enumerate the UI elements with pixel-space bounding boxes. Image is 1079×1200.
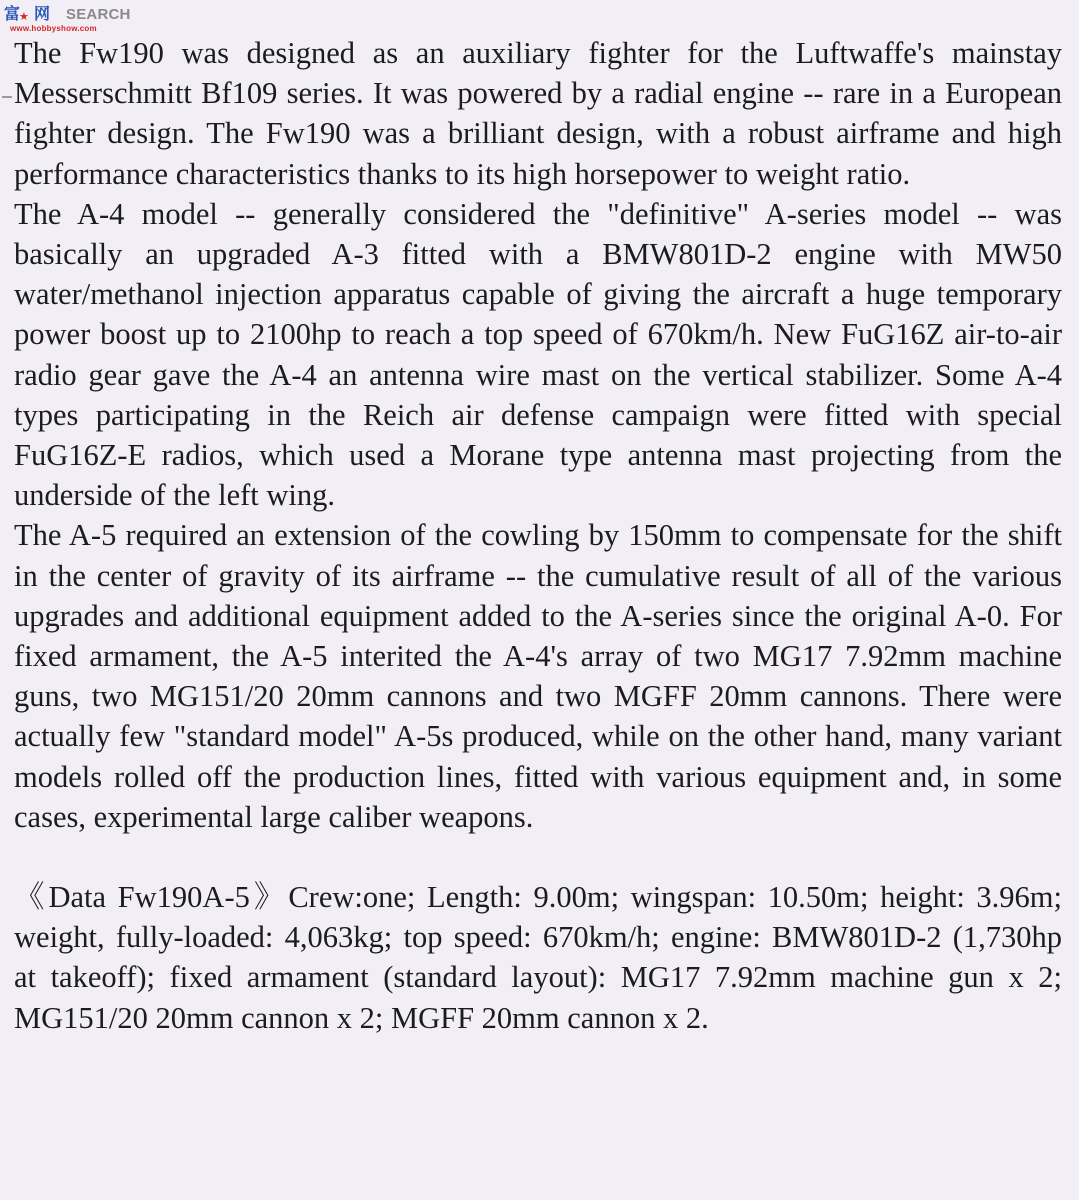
watermark-logo-glyph: 网 bbox=[34, 4, 51, 23]
data-specs: 《Data Fw190A-5》Crew:one; Length: 9.00m; wingspan: 10.50m; height: 3.96m; weight, fully-loaded: 4,063kg; top speed: 670km/h; engine: BMW801D-2 (1,730hp at takeoff); fixed armament (standard layout): MG17 7.92mm machine gun x 2; MG151/20 20mm cannon x 2; MGFF 20mm cannon x 2. bbox=[14, 880, 1062, 1035]
paragraph-a5: The A-5 required an extension of the cowling by 150mm to compensate for the shift in the center of gravity of its airframe -- the cumulative result of all of the various upgrades and additional equipment added to the A-series since the original A-0. For fixed armament, the A-5 interited the A-4's array of two MG17 7.92mm machine guns, two MG151/20 20mm cannons and two MGFF 20mm cannons. There were actually few "standard model" A-5s produced, while on the other hand, many variant models rolled off the production lines, fitted with various equipment and, in some cases, experimental large caliber weapons. bbox=[14, 518, 1062, 834]
document-body bbox=[14, 33, 1062, 1038]
watermark bbox=[4, 3, 131, 33]
watermark-logo-glyph: ★ bbox=[19, 10, 30, 23]
paragraph-a4: The A-4 model -- generally considered the "definitive" A-series model -- was basically an upgraded A-3 fitted with a BMW801D-2 engine with MW50 water/methanol injection apparatus capable of giving the aircraft a huge temporary power boost up to 2100hp to reach a top speed of 670km/h. New FuG16Z air-to-air radio gear gave the A-4 an antenna wire mast on the vertical stabilizer. Some A-4 types participating in the Reich air defense campaign were fitted with special FuG16Z-E radios, which used a Morane type antenna mast projecting from the underside of the left wing. bbox=[14, 196, 1062, 513]
scan-mark bbox=[2, 96, 12, 98]
watermark-logo-glyph: 富 bbox=[4, 4, 21, 23]
watermark-label: SEARCH bbox=[66, 5, 131, 23]
paragraph-intro: The Fw190 was designed as an auxiliary fighter for the Luftwaffe's mainstay Messerschmitt Bf109 series. It was powered by a radial engine -- rare in a European fighter design. The Fw190 was a brilliant design, with a robust airframe and high performance characteristics thanks to its high horsepower to weight ratio. bbox=[14, 36, 1062, 191]
watermark-url: www.hobbyshow.com bbox=[10, 24, 97, 33]
watermark-logo bbox=[4, 5, 62, 23]
